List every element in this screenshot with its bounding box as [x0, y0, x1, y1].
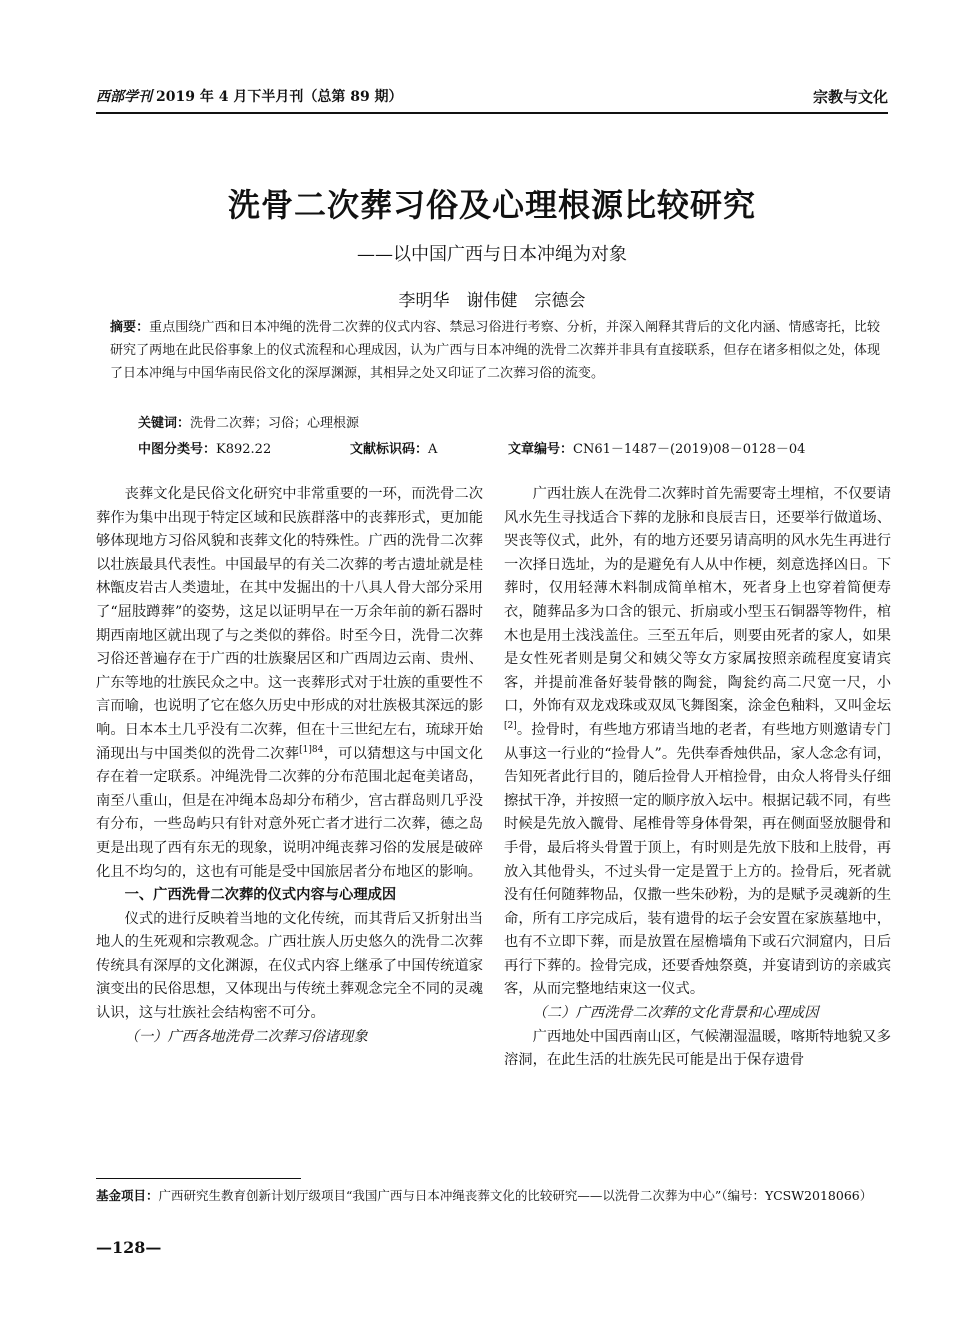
- paragraph-text: 。捡骨时，有些地方邪请当地的老者，有些地方则邀请专门从事这一行业的“捡骨人”。先供奉香烛供品，家人念念有词，告知死者此行目的，随后捡骨人开棺捡骨，由众人将骨头仔细擦拭干净，并按照一定的顺序放入坛中。根据记载不同，有些时候是先放入髋骨、尾椎骨等身体骨架，再在侧面竖放腿骨和手骨，最后将头骨置于顶上，有时则是先放下肢和上肢骨，再放入其他骨头，不过头骨一定是置于上方的。捡骨后，死者就没有任何随葬物品，仅撒一些朱砂粉，为的是赋予灵魂新的生命，所有工序完成后，装有遗骨的坛子会安置在家族墓地中，也有不立即下葬，而是放置在屋檐墙角下或石穴洞窟内，日后再行下葬的。捡骨完成，还要香烛祭奠，并宴请到访的亲戚宾客，从而完整地结束这一仪式。: [504, 721, 891, 998]
- paragraph: [504, 483, 891, 1002]
- abstract-text: 重点围绕广西和日本冲绳的洗骨二次葬的仪式内容、禁忌习俗进行考察、分析，并深入阐释其背后的文化内涵、情感寄托，比较研究了两地在此民俗事象上的仪式流程和心理成因，认为广西与日本冲绳的洗骨二次葬并非具有直接联系，但存在诸多相似之处，体现了日本冲绳与中国华南民俗文化的深厚渊源，其相异之处又印证了二次葬习俗的流变。: [110, 320, 880, 381]
- clc-label: 中图分类号：: [138, 442, 217, 457]
- section-heading: 一、广西洗骨二次葬的仪式内容与心理成因: [124, 887, 397, 904]
- page-number: —128—: [96, 1238, 162, 1257]
- subsection-heading: （二）广西洗骨二次葬的文化背景和心理成因: [532, 1005, 819, 1022]
- doc-code: [350, 438, 437, 457]
- running-header: [96, 86, 888, 112]
- funding-footnote: [96, 1186, 888, 1205]
- paragraph-text: 广西壮族人在洗骨二次葬时首先需要寄土埋棺，不仅要请风水先生寻找适合下葬的龙脉和良辰吉日，还要举行做道场、哭丧等仪式，此外，有的地方还要另请高明的风水先生再进行一次择日选址，为的是避免有人从中作梗，刻意选择凶日。下葬时，仅用轻薄木料制成简单棺木，死者身上也穿着简便寿衣，随葬品多为口含的银元、折扇或小型玉石铜器等物件，棺木也是用土浅浅盖住。三至五年后，则要由死者的家人，如果是女性死者则是舅父和姨父等女方家属按照亲疏程度宴请宾客，并提前准备好装骨骸的陶瓮，陶瓮约高二尺宽一尺，小口，外饰有双龙戏珠或双凤飞舞图案，涂金色釉料，又叫金坛: [504, 486, 891, 715]
- journal-issue: [96, 86, 403, 106]
- keywords-text: 洗骨二次葬；习俗；心理根源: [190, 416, 360, 431]
- authors: 李明华 谢伟健 宗德会: [398, 291, 586, 311]
- clc-code: [138, 438, 271, 457]
- doc-label: 文献标识码：: [350, 442, 429, 457]
- abstract: [110, 316, 880, 385]
- funding-text: 广西研究生教育创新计划厅级项目“我国广西与日本冲绳丧葬文化的比较研究——以洗骨二次葬为中心”（编号：YCSW2018066）: [158, 1188, 873, 1203]
- classification-line: [138, 438, 898, 460]
- left-column: [96, 483, 483, 1049]
- paragraph: [96, 483, 483, 884]
- right-column: [504, 483, 891, 1073]
- journal-logo: 西部学刊: [96, 89, 152, 105]
- keywords-label: 关键词：: [138, 416, 191, 431]
- article-value: CN61－1487－(2019)08－0128－04: [573, 442, 806, 457]
- section-name: 宗教与文化: [812, 88, 888, 106]
- abstract-label: 摘要：: [110, 320, 150, 335]
- citation-ref: [1]84: [299, 744, 324, 755]
- paragraph-text: ，可以猜想这与中国文化存在着一定联系。冲绳洗骨二次葬的分布范围北起奄美诸岛，南至八重山，但是在冲绳本岛却分布稍少，宫古群岛则几乎没有分布，一些岛屿只有针对意外死亡者才进行二次葬，德之岛更是出现了西有东无的现象，说明冲绳丧葬习俗的发展是破碎化且不均匀的，这也有可能是受中国旅居者分布地区的影响。: [96, 745, 484, 880]
- issue-info: 2019 年 4 月下半月刊（总第 89 期）: [156, 89, 403, 105]
- article-title: 洗骨二次葬习俗及心理根源比较研究: [227, 186, 756, 224]
- doc-value: A: [428, 442, 438, 457]
- keywords: [138, 414, 878, 434]
- clc-value: K892.22: [216, 442, 272, 457]
- funding-label: 基金项目：: [96, 1188, 159, 1203]
- article-code: [508, 438, 805, 457]
- header-divider: [96, 112, 888, 114]
- citation-ref: [2]: [504, 721, 517, 732]
- paragraph-text: 丧葬文化是民俗文化研究中非常重要的一环，而洗骨二次葬作为集中出现于特定区域和民族群落中的丧葬形式，更加能够体现地方习俗风貌和丧葬文化的特殊性。广西的洗骨二次葬以壮族最具代表性。中国最早的有关二次葬的考古遗址就是桂林甑皮岩古人类遗址，在其中发掘出的十八具人骨大部分采用了“屈肢蹲葬”的姿势，这足以证明早在一万余年前的新石器时期西南地区就出现了与之类似的葬俗。时至今日，洗骨二次葬习俗还普遍存在于广西的壮族聚居区和广西周边云南、贵州、广东等地的壮族民众之中。这一丧葬形式对于壮族的重要性不言而喻，也说明了它在悠久历史中形成的对壮族极其深远的影响。日本本土几乎没有二次葬，但在十三世纪左右，琉球开始涌现出与中国类似的洗骨二次葬: [96, 486, 483, 762]
- subsection-heading: （一）广西各地洗骨二次葬习俗诸现象: [124, 1028, 368, 1045]
- article-subtitle: ——以中国广西与日本冲绳为对象: [357, 244, 627, 265]
- footnote-divider: [96, 1178, 301, 1179]
- paragraph: 仪式的进行反映着当地的文化传统，而其背后又折射出当地人的生死观和宗教观念。广西壮族人历史悠久的洗骨二次葬传统具有深厚的文化渊源，在仪式内容上继承了中国传统道家演变出的民俗思想，又体现出与传统土葬观念完全不同的灵魂认识，这与壮族社会结构密不可分。: [96, 910, 483, 1022]
- article-label: 文章编号：: [508, 442, 574, 457]
- paragraph: 广西地处中国西南山区，气候潮湿温暖，喀斯特地貌又多溶洞，在此生活的壮族先民可能是出于保存遗骨: [504, 1028, 891, 1069]
